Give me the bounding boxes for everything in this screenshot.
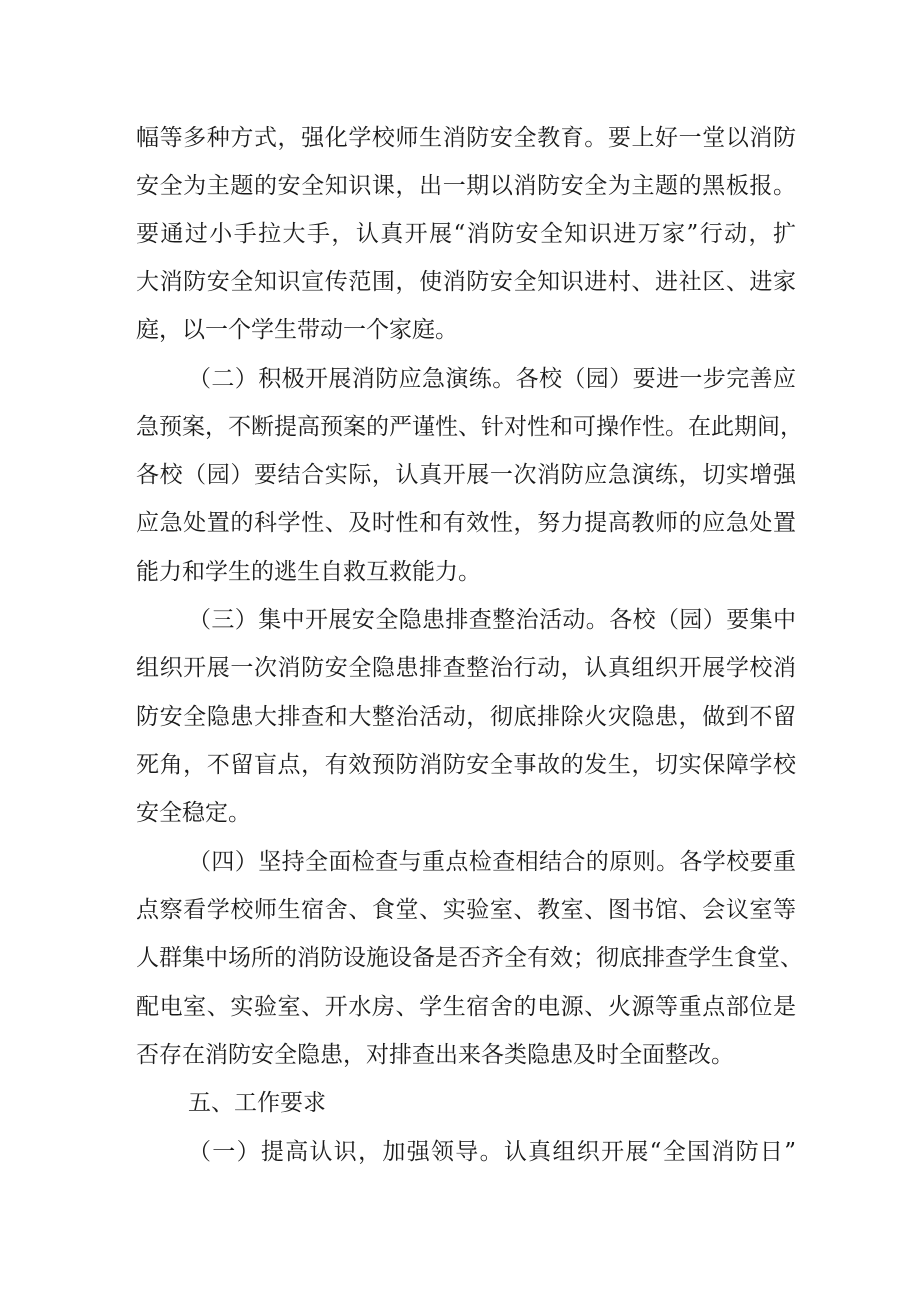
text-line: 各校（园）要结合实际，认真开展一次消防应急演练，切实增强 <box>136 462 796 488</box>
text-line: 能力和学生的逃生自救互救能力。 <box>136 559 481 585</box>
text-line: 组织开展一次消防安全隐患排查整治行动，认真组织开展学校消 <box>136 655 796 681</box>
text-line: 死角，不留盲点，有效预防消防安全事故的发生，切实保障学校 <box>136 752 796 778</box>
text-line: 急预案，不断提高预案的严谨性、针对性和可操作性。在此期间， <box>136 414 803 440</box>
text-line: 要通过小手拉大手，认真开展“消防安全知识进万家”行动，扩 <box>136 221 796 247</box>
section-heading: 五、工作要求 <box>188 1090 326 1116</box>
paragraph-heading-line: （二）积极开展消防应急演练。各校（园）要进一步完善应 <box>188 366 796 392</box>
text-line: 庭，以一个学生带动一个家庭。 <box>136 317 458 343</box>
text-line: 安全为主题的安全知识课，出一期以消防安全为主题的黑板报。 <box>136 173 796 199</box>
text-line: 大消防安全知识宣传范围，使消防安全知识进村、进社区、进家 <box>136 269 796 295</box>
text-line: 安全稳定。 <box>136 800 251 826</box>
paragraph-heading-line: （三）集中开展安全隐患排查整治活动。各校（园）要集中 <box>188 607 796 633</box>
text-line: 防安全隐患大排查和大整治活动，彻底排除火灾隐患，做到不留 <box>136 704 796 730</box>
text-line: 应急处置的科学性、及时性和有效性，努力提高教师的应急处置 <box>136 510 796 536</box>
text-line: 幅等多种方式，强化学校师生消防安全教育。要上好一堂以消防 <box>136 125 796 151</box>
text-line: 配电室、实验室、开水房、学生宿舍的电源、火源等重点部位是 <box>136 994 796 1020</box>
text-line: 否存在消防安全隐患，对排查出来各类隐患及时全面整改。 <box>136 1042 734 1068</box>
paragraph-heading-line: （四）坚持全面检查与重点检查相结合的原则。各学校要重 <box>188 849 796 875</box>
paragraph-heading-line: （一）提高认识，加强领导。认真组织开展“全国消防日” <box>188 1139 796 1165</box>
text-line: 点察看学校师生宿舍、食堂、实验室、教室、图书馆、会议室等 <box>136 897 796 923</box>
text-line: 人群集中场所的消防设施设备是否齐全有效；彻底排查学生食堂、 <box>136 945 803 971</box>
